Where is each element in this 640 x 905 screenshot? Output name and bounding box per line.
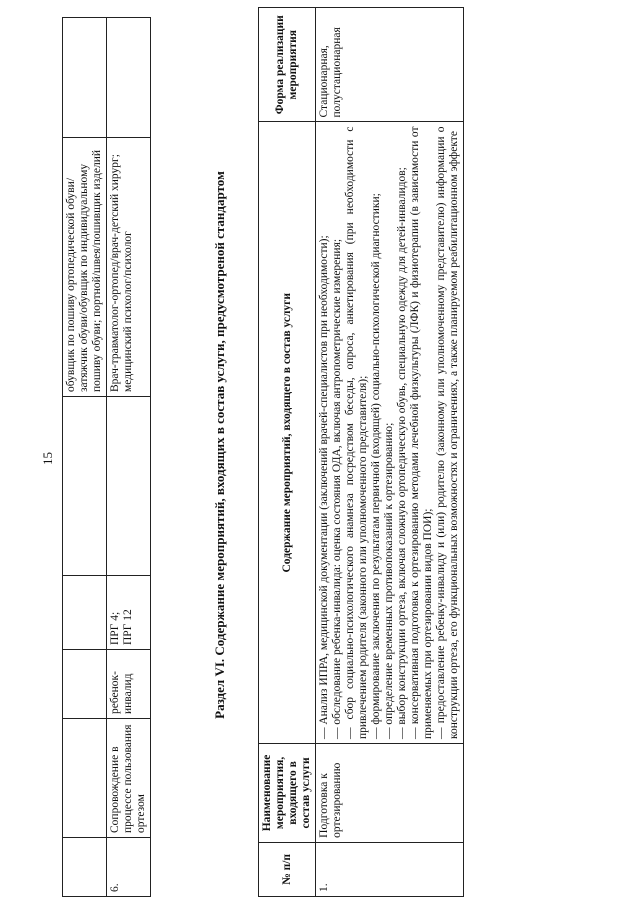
prev-row-specialists: обувщик по пошиву ортопедической обуви/затяжчик обуви/обувщик по индивидуальному пошиву обуви; портной/швея/пошивщик изделий: [63, 138, 107, 397]
row-specialists: [107, 138, 151, 397]
table-cell: [63, 838, 107, 897]
header-num: № п/п: [259, 842, 316, 896]
row-number: 6.: [107, 838, 151, 897]
table-row: [107, 18, 151, 897]
row-tail-cell: [107, 18, 151, 138]
content-line: — определение временных противопоказаний к ортезированию;: [383, 422, 395, 740]
content-line: — выбор конструкции ортеза, включая сложную ортопедическую обувь, специальную одежду для детей-инвалидов;: [396, 167, 408, 740]
section-title: Раздел VI. Содержание мероприятий, входящих в состав услуги, предусмотреной стандартом: [212, 171, 227, 719]
code-2: ПРГ 12: [122, 609, 134, 645]
table-cell: [63, 719, 107, 838]
row-number: 1.: [316, 842, 464, 896]
content-line: — формирование заключения по результатам первичной (входящей) социально-психологической диагностики;: [370, 193, 382, 740]
content-line: — Анализ ИПРА, медицинской документации (заключений врачей-специалистов при необходимости);: [318, 235, 330, 740]
table-cell: [63, 650, 107, 719]
row-form: Стационарная, полустационарная: [316, 8, 464, 122]
continued-table: [62, 17, 151, 897]
header-name: Наименование мероприятия, входящего в состав услуги: [259, 744, 316, 843]
row-content: [316, 122, 464, 744]
row-category: ребенок-инвалид: [107, 650, 151, 719]
row-name: Сопровождение в процессе пользования ортезом: [107, 719, 151, 838]
content-line: — сбор социально-психологического анамнеза посредством беседы, опроса, анкетирования (при необходимости с привлечением родителя (законного или уполномоченного представителя);: [344, 126, 369, 740]
table-header-row: [259, 8, 316, 897]
content-line: — консервативная подготовка к ортезированию методами лечебной физкультуры (ЛФК) и физиотерапии (в зависимости от применяемых при ортезировании видов ПОИ);: [409, 126, 434, 740]
table-cell: [63, 576, 107, 650]
table-cell: [63, 397, 107, 576]
content-line: — обследование ребенка-инвалида: оценка состояния ОДА, включая антропометрические измерения;: [331, 238, 343, 740]
page-number: 15: [40, 452, 55, 465]
code-1: ПРГ 4;: [109, 611, 121, 645]
specialist-1: Врач-травматолог-ортопед/врач-детский хирург;: [109, 154, 121, 392]
table-cell: [63, 18, 107, 138]
row-name: Подготовка к ортезированию: [316, 744, 464, 843]
table-row-continued-prev: [63, 18, 107, 897]
row-empty-cell: [107, 397, 151, 576]
header-content: Содержание мероприятий, входящего в состав услуги: [259, 122, 316, 744]
specialist-2: медицинский психолог/психолог: [122, 231, 134, 392]
header-form: Форма реализации мероприятия: [259, 8, 316, 122]
row-codes: [107, 576, 151, 650]
table-row: [316, 8, 464, 897]
content-line: — предоставление ребенку-инвалиду и (или) родителю (законному или уполномоченному представителю) информации о конструкции ортеза, его функциональных возможностях и ограничениях, а также планируемом реабилитационном эффекте: [435, 126, 460, 740]
section-vi-table: [258, 7, 464, 897]
